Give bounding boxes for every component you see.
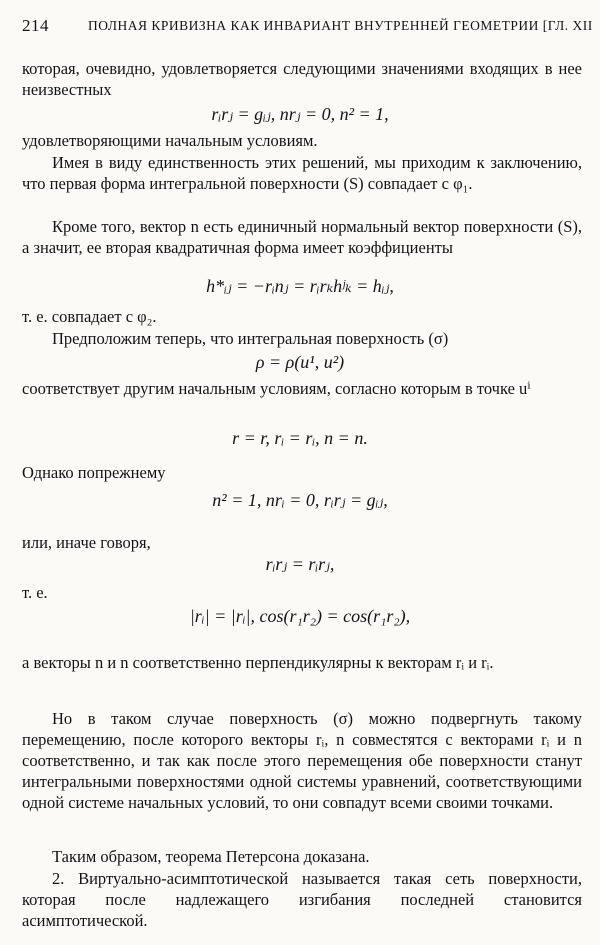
- formula: h*ᵢⱼ = −rᵢnⱼ = rᵢrₖhʲₖ = hᵢⱼ,: [206, 276, 394, 296]
- paragraph: которая, очевидно, удовлетворяется следующими значениями входящих в нее неизвестных: [22, 59, 582, 99]
- paragraph: Предположим теперь, что интегральная поверхность (σ): [52, 329, 449, 348]
- paragraph: удовлетворяющими начальным условиям.: [22, 131, 318, 150]
- formula: rᵢrⱼ = rᵢrⱼ,: [265, 554, 335, 574]
- paragraph: Имея в виду единственность этих решений, мы приходим к заключению, что первая форма интегральной поверхности (S) совпадает с φ₁.: [22, 153, 582, 193]
- paragraph: Кроме того, вектор n есть единичный нормальный вектор поверхности (S), а значит, ее вторая квадратичная форма имеет коэффициенты: [22, 217, 582, 257]
- paragraph: Но в таком случае поверхность (σ) можно подвергнуть такому перемещению, после которого векторы rᵢ, n совместятся с векторами rᵢ и n соответственно, и так как после этого перемещения обе поверхности станут интегральными поверхностями одной системы уравнений, соответствующими одной системе начальных условий, то они совпадут всеми своими точками.: [22, 709, 582, 812]
- page-header: [22, 16, 593, 40]
- running-title: ПОЛНАЯ КРИВИЗНА КАК ИНВАРИАНТ ВНУТРЕННЕЙ ГЕОМЕТРИИ [ГЛ. XII: [88, 18, 593, 33]
- paragraph: т. е.: [22, 583, 48, 602]
- page-number: 214: [22, 16, 49, 35]
- formula: n² = 1, nrᵢ = 0, rᵢrⱼ = gᵢⱼ,: [212, 490, 388, 510]
- paragraph: Таким образом, теорема Петерсона доказана.: [52, 847, 370, 866]
- formula: |rᵢ| = |rᵢ|, cos(r₁r₂) = cos(r₁r₂),: [189, 606, 411, 626]
- formula: r = r, rᵢ = rᵢ, n = n.: [232, 428, 368, 448]
- paragraph: соответствует другим начальным условиям, согласно которым в точке uⁱ: [22, 379, 531, 398]
- formula: rᵢrⱼ = gᵢⱼ, nrⱼ = 0, n² = 1,: [211, 104, 389, 124]
- paragraph: а векторы n и n соответственно перпендикулярны к векторам rᵢ и rᵢ.: [22, 653, 494, 672]
- paragraph: т. е. совпадает с φ₂.: [22, 307, 157, 326]
- paragraph: 2. Виртуально-асимптотической называется такая сеть поверхности, которая после надлежащего изгибания последней становится асимптотической.: [22, 869, 582, 930]
- paragraph: Однако попрежнему: [22, 463, 166, 482]
- paragraph: или, иначе говоря,: [22, 533, 151, 552]
- formula: ρ = ρ(u¹, u²): [255, 352, 345, 372]
